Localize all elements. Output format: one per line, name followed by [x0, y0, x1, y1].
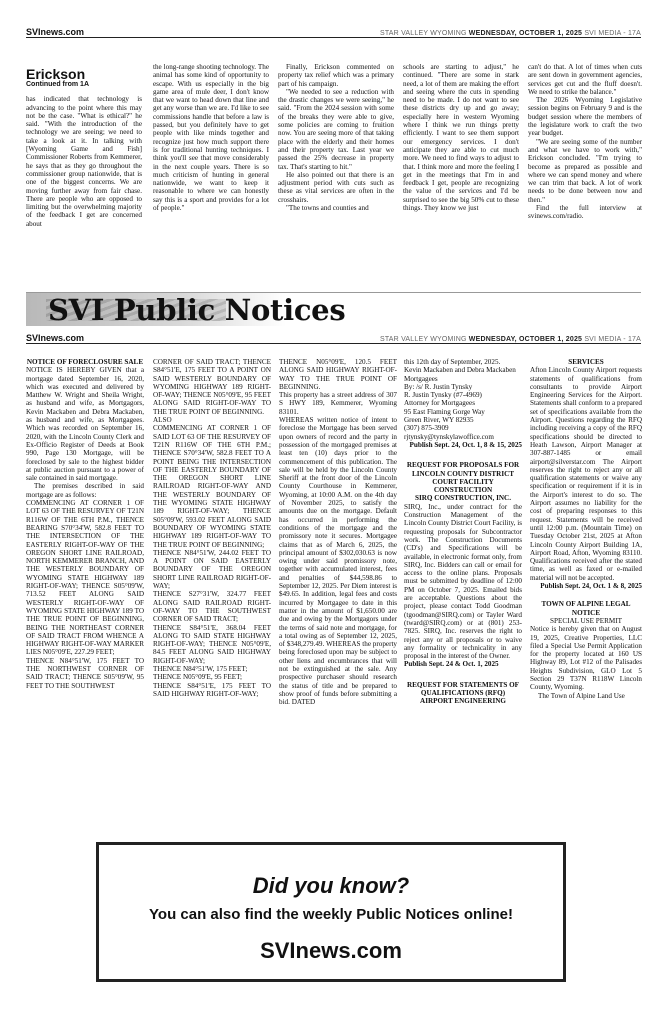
article-title: Erickson: [26, 67, 86, 82]
notice-text: THENCE S84°51'E, 175 FEET TO SAID HIGHWAY RIGHT-OF-WAY;: [153, 681, 271, 698]
notices-column-5: [530, 358, 642, 826]
notice-text: THENCE N05°09'E, 120.5 FEET ALONG SAID HIGHWAY RIGHT-OF-WAY TO THE TRUE POINT OF BEGINNING.: [279, 358, 397, 391]
notice-heading: REQUEST FOR PROPOSALS FOR LINCOLN COUNTY DISTRICT COURT FACILITY CONSTRUCTION: [406, 461, 520, 495]
erickson-column-1: [26, 67, 142, 277]
notice-text: ALSO: [153, 416, 172, 425]
page-header-notices: [26, 330, 641, 344]
notice-text: WHEREAS written notice of intent to foreclose the Mortgage has been served upon owners of record and the party in possession of the mortgaged premises at least ten (10) days prior to the commencement of this publication. The sale will be held by the Lincoln County Sheriff at the front door of the Lincoln County Courthouse in Kemmerer, Wyoming, at 10:00 A.M. on the 4th day of November 2025, to satisfy the amounts due on the mortgage. Default has occurred in performing the conditions of the mortgage and the promissory note it secures. Mortgagee claims that as of March 6, 2025, the principal amount of $302,030.63 is now owing under said promissory note, together with accumulated interest, fees and penalties of $44,598.86 to September 12, 2025. Per Diem interest is $49.65. In addition, legal fees and costs incurred by Mortgagee to date in this matter in the amount of $1,650.00 are due and owing by the Mortgagors under the terms of said note and mortgage, for a total owing as of September 12, 2025, of $348,279.49. WHEREAS the property being foreclosed upon may be subject to other liens and encumbrances that will not be extinguished at the sale. Any prospective purchaser should research the status of title and be prepared to show proof of funds before submitting a bid. DATED: [279, 416, 397, 707]
notice-text: Green River, WY 82935: [404, 416, 474, 425]
article-text: "The towns and counties and: [286, 204, 369, 213]
page-section: SVI MEDIA - 17A: [584, 336, 641, 343]
foreclosure-column-2: [153, 358, 271, 826]
promo-heading: Did you know?: [252, 873, 410, 898]
notice-text: Kevin Mackaben and Debra Mackaben: [404, 366, 516, 375]
page-header-top: [26, 24, 641, 38]
notice-subheading: SPECIAL USE PERMIT: [550, 616, 622, 625]
issue-date: WEDNESDAY, OCTOBER 1, 2025: [468, 30, 583, 37]
article-text: Finally, Erickson commented on property tax relief which was a primary part of his campaign.: [278, 63, 394, 88]
erickson-column-5: [528, 63, 642, 277]
notice-text: 95 East Flaming Gorge Way: [404, 407, 485, 416]
notice-text: The premises described in said mortgage are as follows:: [26, 482, 144, 499]
notice-heading: TOWN OF ALPINE LEGAL NOTICE: [541, 600, 631, 617]
notice-text: NOTICE IS HEREBY GIVEN that a mortgage dated September 16, 2020, which was executed and delivered by Matthew W. Wright and Sheila Wright, as husband and wife, as Mortgagors, Kevin Mackaben and Debra Mackaben, as husband and wife, as Mortgagees. Which was recorded on September 16, 2020, with the Lincoln County Clerk and Ex-Officio Register of Deeds at Book 990, Page 130 Mortgage, will be foreclosed by sale to the highest bidder at public auction pursuant to a power of sale contained in said mortgage.: [26, 366, 144, 483]
banner-title: SVI Public Notices: [48, 293, 346, 326]
promo-link[interactable]: SVInews.com: [260, 938, 402, 963]
publish-dates: Publish Sept. 24, Oct. 1 & 8, 2025: [540, 582, 642, 591]
page-info: [380, 30, 641, 37]
foreclosure-column-1: [26, 358, 144, 826]
notice-text: Attorney for Mortgagees: [404, 399, 475, 408]
article-text: He also pointed out that there is an adjustment period with cuts such as these as vital services are often in the crosshairs.: [278, 170, 394, 204]
notice-text: Mortgagees: [404, 374, 438, 383]
paper-name: STAR VALLEY WYOMING: [379, 336, 467, 343]
notice-text: Notice is hereby given that on August 19, 2025, Creative Properties, LLC filed a Special Use Permit Application for the property located at 160 US Highway 89, Lot #12 of the Palisades Heights Subdivision, GLO Lot 5 Section 29 T37N R118W Lincoln County, Wyoming.: [530, 625, 642, 692]
notice-text: THENCE S84°51'E, 368.04 FEET ALONG TO SAID STATE HIGHWAY RIGHT-OF-WAY; THENCE N05°09'E, 84.5 FEET ALONG SAID HIGHWAY RIGHT-OF-WAY;: [153, 623, 271, 665]
article-text: can't do that. A lot of times when cuts are sent down in government agencies, services get cut and the fluff doesn't. We need to strike the balance.": [528, 63, 642, 96]
article-text: Find the full interview at svinews.com/radio.: [528, 204, 642, 221]
notice-text: THENCE S27°31'W, 324.77 FEET ALONG SAID RAILROAD RIGHT-OF-WAY TO THE SOUTHWEST CORNER OF SAID TRACT;: [153, 590, 271, 624]
article-text: the long-range shooting technology. The animal has some kind of opportunity to escape. With us especially in the big game area of mule deer, I don't know that we want to head down that line and get any worse than we are. I'd like to see commissions handle that before a law is passed, but you definitely have to get people with like minds together and recognize just how much support there is for traditional hunting techniques. I think you'll see that move considerably in the next couple years. There is so much criticism of hunting in general nationwide, we want to keep it reasonable to where we can honestly say this is a sport and provides for a lot of people.": [153, 63, 269, 213]
notice-text: THENCE N84°51'W, 175 FEET;: [153, 664, 248, 673]
article-text: schools are starting to adjust," he continued. "There are some in stark need, a lot of them are making the effort and seeing where the cuts in spending need to be made. I do not want to see these districts dry up and go away; especially here in western Wyoming where I think we run things pretty efficiently. I want to see them support our emergency services. I don't anticipate they are able to cut much more. We need to find ways to adjust to that. I think more and more the feeling I get in the meetings that I'm in and feedback I get, people are recognizing the value of the services and I'd be surprised to see the big 50% cut to these things. They know we just: [403, 63, 519, 213]
site-name[interactable]: SVInews.com: [26, 333, 85, 343]
notice-text: This property has a street address of 307 S HWY 189, Kemmerer, Wyoming 83101.: [279, 391, 397, 416]
notice-text: The Town of Alpine Land Use: [538, 691, 625, 700]
notice-subheading: SERVICES: [568, 358, 604, 366]
publish-dates: Publish Sept. 24 & Oct. 1, 2025: [404, 660, 499, 669]
notice-text: By: /s/ R. Justin Tynsky: [404, 382, 473, 391]
page-info: [380, 336, 641, 343]
erickson-column-4: [403, 63, 519, 277]
article-text: "We are seeing some of the number and what we have to work with," Erickson concluded. "I'm trying to become as prepared as possible and where we can spend money and where we can trim that back. A lot of work needs to be done between now and then.": [528, 137, 642, 204]
notices-column-4: [404, 358, 522, 826]
article-text: has indicated that technology is advancing to the point where this may not be the case. "What is ethical?" he said. "With the introduction of the technology we are seeing; we need to take a look at it. In talking with [Wyoming Game and Fish] Commissioner Roberts from Kemmerer, he says that as they go throughout the commissioner group nationwide, that is one of the biggest concerns. We are moving further away from fair chase. There are people who are opposed to limiting but the overwhelming majority of the feedback I get are concerned about: [26, 95, 142, 228]
page-section: SVI MEDIA - 17A: [584, 30, 641, 37]
notice-heading: NOTICE OF FORECLOSURE SALE: [26, 358, 144, 366]
notice-text: this 12th day of September, 2025.: [404, 358, 501, 366]
notice-text: THENCE N05°09'E, 95 FEET;: [153, 673, 243, 682]
notice-text: (307) 875-3909: [404, 424, 449, 433]
site-name[interactable]: SVInews.com: [26, 27, 85, 37]
public-notices-banner: [26, 292, 641, 326]
notice-text: R. Justin Tynsky (#7-4969): [404, 391, 482, 400]
foreclosure-column-3: [279, 358, 397, 826]
notice-text: THENCE N84°51'W, 244.02 FEET TO A POINT ON SAID EASTERLY BOUNDARY OF THE OREGON SHORT LINE RAILROAD RIGHT-OF-WAY;: [153, 548, 271, 591]
erickson-column-2: [153, 63, 269, 277]
erickson-column-3: [278, 63, 394, 277]
notice-text: Afton Lincoln County Airport requests statements of qualifications from consultants to provide Airport Engineering Services for the Airport. Statements shall conform to a prepared set of specifications available from the Airport. Questions regarding the RFQ including receiving a copy of the RFQ specifications should be directed to Heath Lawson, Airport Manager at 307-887-1485 or email airport@silverstar.com The Airport reserves the right to reject any or all qualification statements or waive any specification or requirement if it is in the Airport's interest to do so. The Airport assumes no liability for the cost of preparing responses to this request. Statements will be received until 12:00 p.m. (Mountain Time) on Tuesday October 21st, 2025 at Afton Lincoln County Airport Building 1A, Airport Road, Afton, Wyoming 83110. Qualifications received after the stated time, as well as faxed or e-mailed material will not be accepted.: [530, 366, 642, 582]
notice-text: THENCE N84°51'W, 175 FEET TO THE NORTHWEST CORNER OF SAID TRACT; THENCE S05°09'W, 95 FEET TO THE SOUTHWEST: [26, 656, 144, 690]
issue-date: WEDNESDAY, OCTOBER 1, 2025: [468, 336, 583, 343]
notice-text: CORNER OF SAID TRACT; THENCE S84°51'E, 175 FEET TO A POINT ON SAID WESTERLY BOUNDARY OF WYOMING HIGHWAY 189 RIGHT-OF-WAY; THENCE N05°09'E, 95 FEET ALONG SAID RIGHT-OF-WAY TO THE TRUE POINT OF BEGINNING.: [153, 358, 271, 416]
notice-text[interactable]: rjtynsky@tynskylawoffice.com: [404, 432, 494, 441]
online-notices-promo: [96, 842, 566, 982]
promo-text: You can also find the weekly Public Notices online!: [149, 906, 513, 923]
continued-line: Continued from 1A: [26, 81, 89, 88]
notice-text: COMMENCING AT CORNER 1 OF SAID LOT 63 OF THE RESURVEY OF T21N R116W OF THE 6TH P.M.; THENCE S70°34'W, 582.8 FEET TO A POINT BEING THE INTERSECTION OF THE EASTERLY BOUNDARY OF THE OREGON SHORT LINE RAILROAD RIGHT-OF-WAY AND THE WESTERLY BOUNDARY OF THE WYOMING STATE HIGHWAY 189 RIGHT-OF-WAY; THENCE S05°09'W, 593.02 FEET ALONG SAID BOUNDARY OF WYOMING STATE HIGHWAY 189 RIGHT-OF-WAY TO THE TRUE POINT OF BEGINNING;: [153, 424, 271, 549]
notice-subheading: SIRQ CONSTRUCTION, INC.: [414, 494, 512, 503]
notice-text: COMMENCING AT CORNER 1 OF LOT 63 OF THE RESURVEY OF T21N R116W OF THE 6TH P.M., THENCE BEARING S70°34'W, 582.8 FEET TO THE INTERSECTION OF THE EASTERLY RIGHT-OF-WAY OF THE OREGON SHORT LINE RAILROAD, NORTH KEMMERER BRANCH, AND THE WESTERLY BOUNDARY OF WYOMING STATE HIGHWAY 189 RIGHT-OF-WAY; THENCE S05°09'W, 713.52 FEET ALONG SAID WESTERLY RIGHT-OF-WAY OF WYOMING STATE HIGHWAY 189 TO THE TRUE POINT OF BEGINNING, BEING THE NORTHEAST CORNER OF SAID TRACT FROM WHENCE A HIGHWAY RIGHT-OF-WAY MARKER LIES N05°09'E, 227.29 FEET;: [26, 499, 144, 657]
notice-heading: REQUEST FOR STATEMENTS OF QUALIFICATIONS (RFQ) AIRPORT ENGINEERING: [406, 680, 520, 706]
paper-name: STAR VALLEY WYOMING: [379, 30, 467, 37]
publish-dates: Publish Sept. 24, Oct. 1, 8 & 15, 2025: [409, 440, 522, 449]
article-text: The 2026 Wyoming Legislative session begins on February 9 and is the budget session where the members of the legislature work to craft the two year budget.: [528, 96, 642, 138]
notice-text: SIRQ, Inc., under contract for the Construction Management of the Lincoln County District Court Facility, is requesting proposals for Subcontractor work. The Construction Documents (CD's) and Specifications will be available, in electronic format only, from SIRQ, Inc. Bidders can call or email for access to the online plans. Proposals must be submitted by deadline of 12:00 PM on October 7, 2025. Emailed bids are acceptable. Questions about the project, please contact Todd Goodman (tgoodman@SIRQ.com) or Tayler Ward (tward@SIRQ.com) or at (801) 253-7825. SIRQ, Inc. reserves the right to reject any or all proposals or to waive any formality or technicality in any proposal in the interest of the Owner.: [404, 502, 522, 661]
article-text: "We needed to see a reduction with the drastic changes we were seeing," he said. "From the 2024 session with some of the breaks they were able to give, some policies are coming to fruition now. You are seeing more of that taking place with the elderly and their homes and their property tax. Last year we passed the 25% decrease in property tax. That's starting to hit.": [278, 87, 394, 171]
